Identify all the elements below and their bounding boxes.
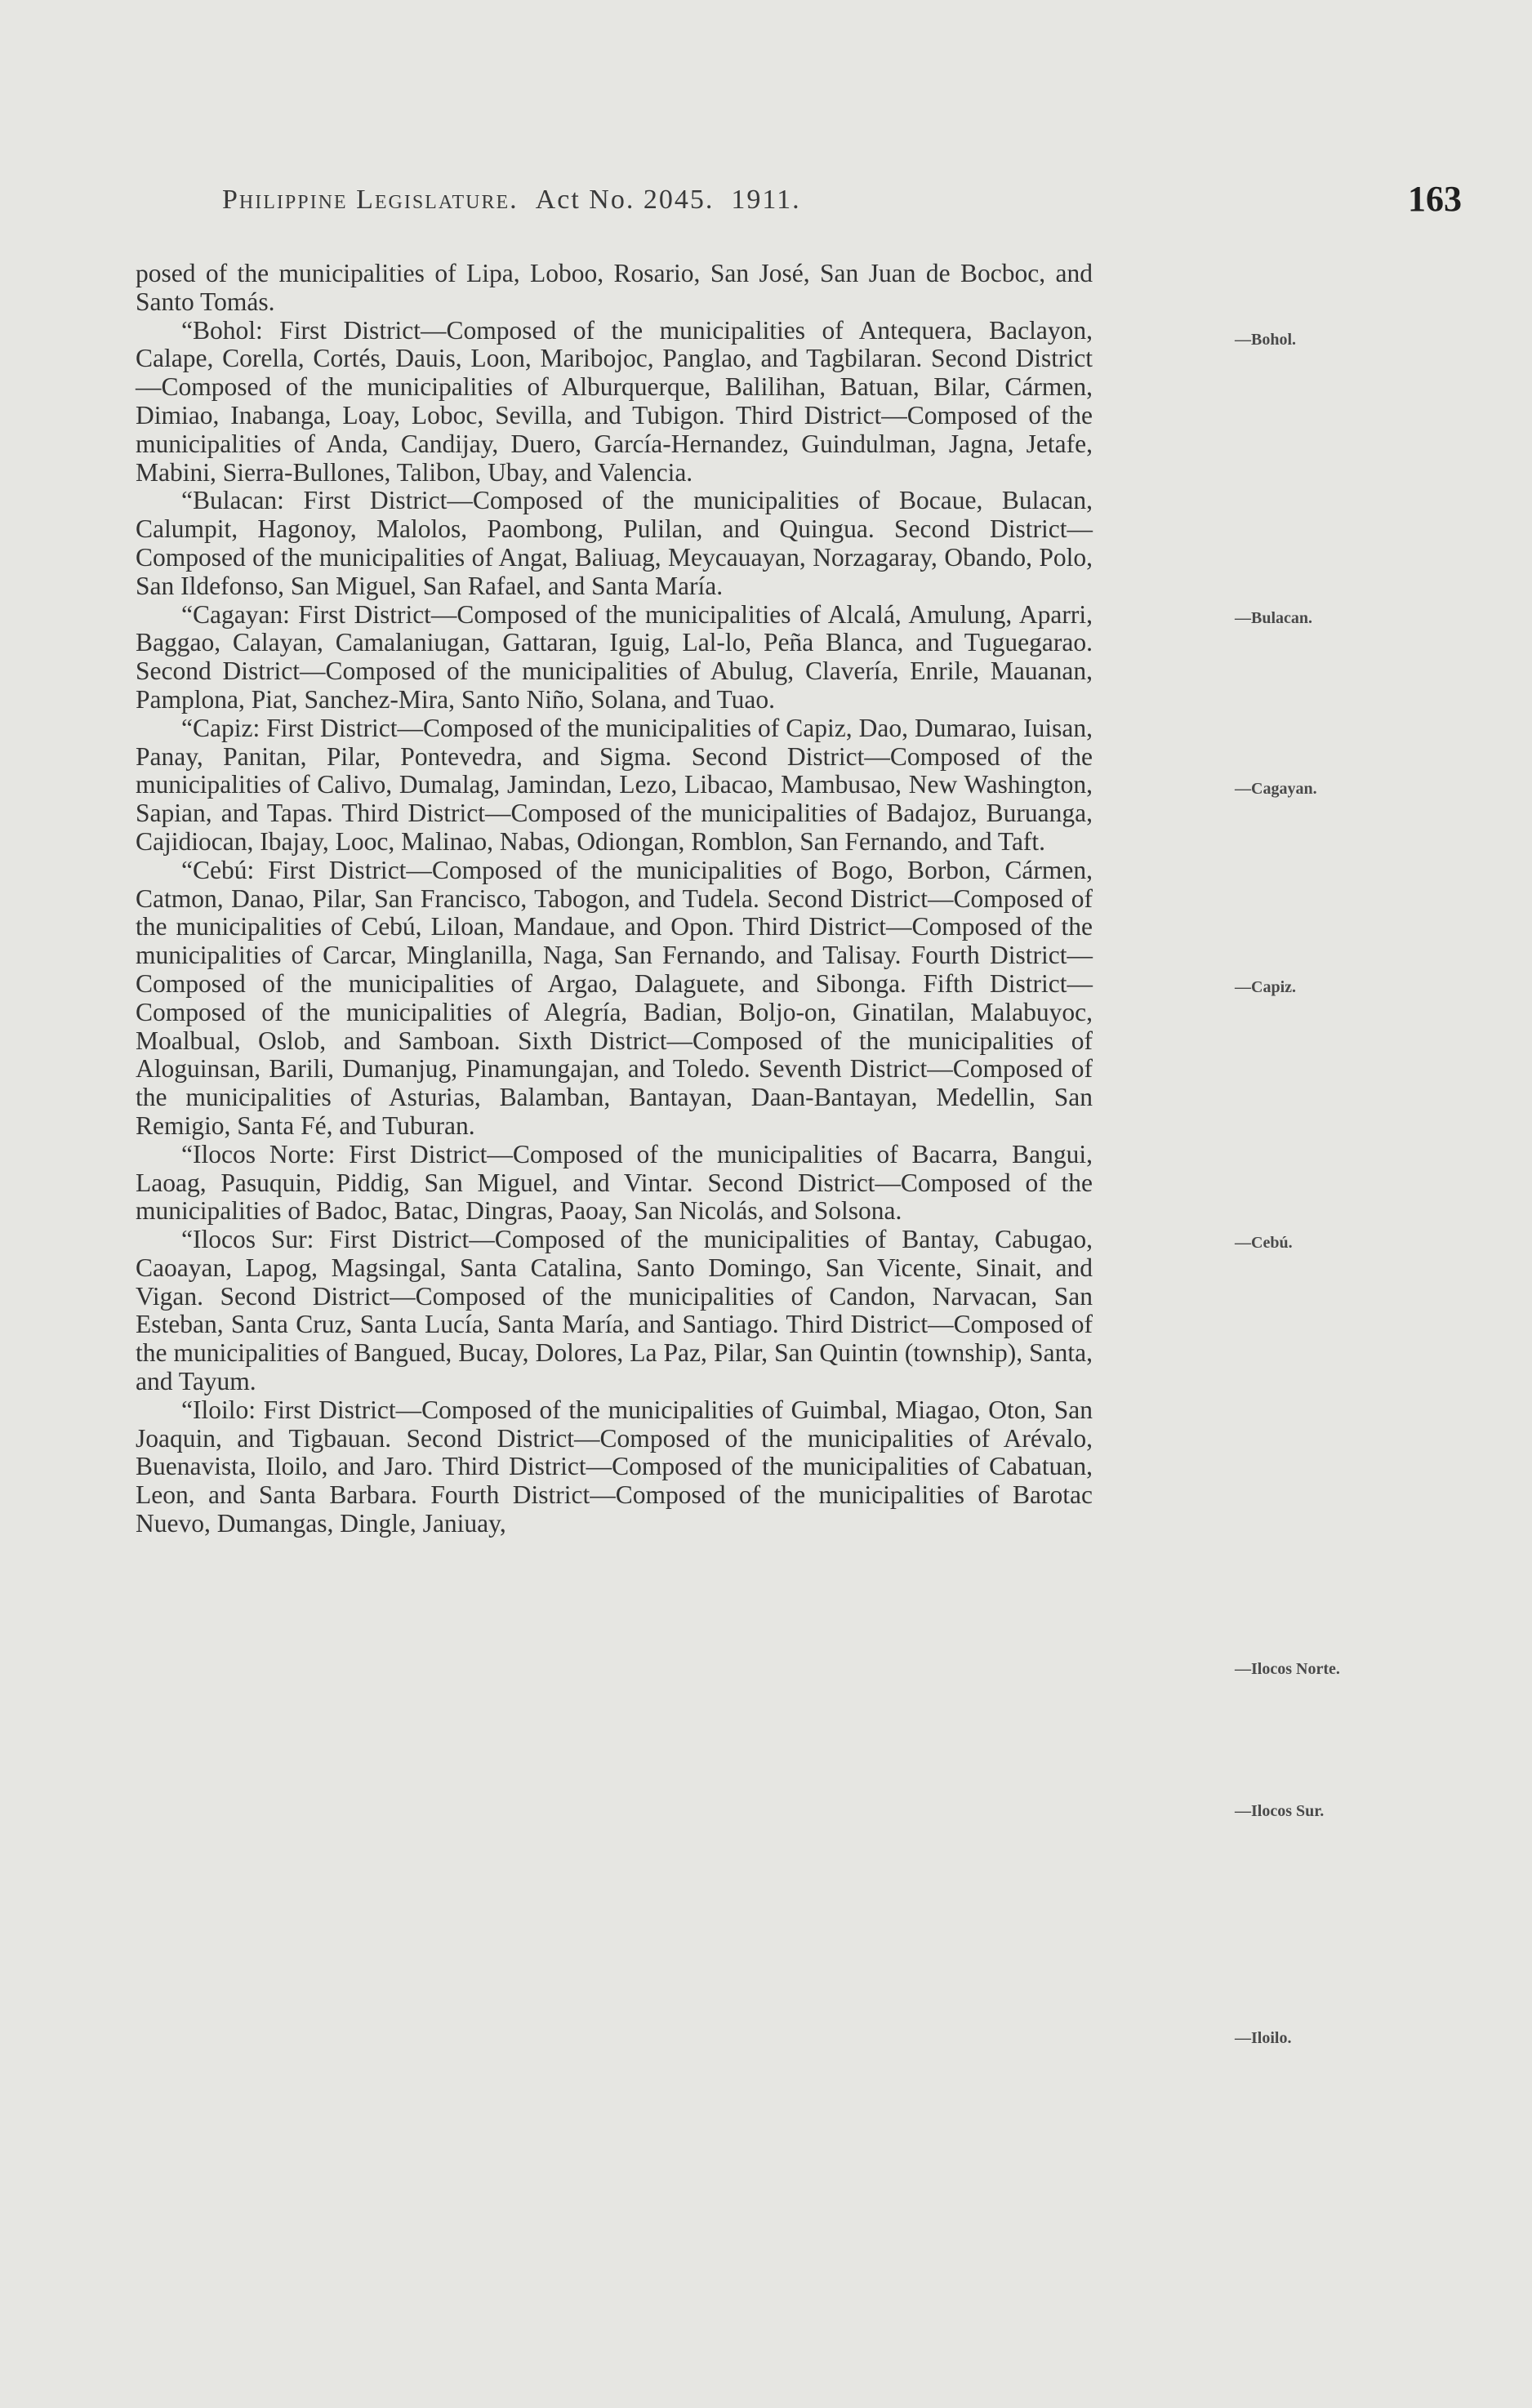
paragraph-batangas-continued: posed of the municipalities of Lipa, Loboo, Rosario, San José, San Juan de Bocboc, and Santo Tomás.	[136, 259, 1093, 316]
page-header	[222, 178, 1462, 227]
paragraph-bohol: “Bohol: First District—Composed of the municipalities of Antequera, Baclayon, Calape, Corella, Cortés, Dauis, Loon, Maribojoc, Panglao, and Tagbilaran. Second District—Composed of the municipalities of Alburquerque, Balilihan, Batuan, Bilar, Cármen, Dimiao, Inabanga, Loay, Loboc, Sevilla, and Tubigon. Third District—Composed of the municipalities of Anda, Candijay, Duero, García-Hernandez, Guindulman, Jagna, Jetafe, Mabini, Sierra-Bullones, Talibon, Ubay, and Valencia.	[136, 315, 1093, 487]
paragraph-ilocos-sur: “Ilocos Sur: First District—Composed of the municipalities of Bantay, Cabugao, Caoayan, Lapog, Magsingal, Santa Catalina, Santo Domingo, San Vicente, Sinait, and Vigan. Second District—Composed of the municipalities of Candon, Narvacan, San Esteban, Santa Cruz, Santa Lucía, Santa María, and Santiago. Third District—Composed of the municipalities of Bangued, Bucay, Dolores, La Paz, Pilar, San Quintin (township), Santa, and Tayum.	[136, 1225, 1093, 1396]
body-text	[136, 259, 1340, 2047]
page-number: 163	[1408, 179, 1462, 219]
margin-note-bohol: —Bohol.	[1235, 331, 1297, 349]
running-head-title: Philippine Legislature.	[222, 185, 519, 215]
margin-note-capiz: —Capiz.	[1235, 978, 1296, 996]
margin-note-iloilo: —Iloilo.	[1235, 2029, 1292, 2047]
margin-note-cebu: —Cebú.	[1235, 1234, 1293, 1252]
paragraph-ilocos-norte: “Ilocos Norte: First District—Composed of the municipalities of Bacarra, Bangui, Laoag, Pasuquin, Piddig, San Miguel, and Vintar. Second District—Composed of the municipalities of Badoc, Batac, Dingras, Paoay, San Nicolás, and Solsona.	[136, 1139, 1093, 1226]
running-head	[222, 185, 801, 216]
margin-note-ilocos-norte: —Ilocos Norte.	[1235, 1660, 1340, 1678]
paragraph-iloilo: “Iloilo: First District—Composed of the municipalities of Guimbal, Miagao, Oton, San Joaquin, and Tigbauan. Second District—Composed of the municipalities of Arévalo, Buenavista, Iloilo, and Jaro. Third District—Composed of the municipalities of Cabatuan, Leon, and Santa Barbara. Fourth District—Composed of the municipalities of Barotac Nuevo, Dumangas, Dingle, Janiuay,	[136, 1395, 1093, 1538]
act-year: 1911.	[731, 185, 801, 215]
paragraph-capiz: “Capiz: First District—Composed of the municipalities of Capiz, Dao, Dumarao, Iuisan, Panay, Panitan, Pilar, Pontevedra, and Sigma. Second District—Composed of the municipalities of Calivo, Dumalag, Jamindan, Lezo, Libacao, Mambusao, New Washington, Sapian, and Tapas. Third District—Composed of the municipalities of Badajoz, Buruanga, Cajidiocan, Ibajay, Looc, Malinao, Nabas, Odiongan, Romblon, San Fernando, and Taft.	[136, 713, 1093, 856]
margin-note-ilocos-sur: —Ilocos Sur.	[1235, 1802, 1325, 1820]
margin-note-bulacan: —Bulacan.	[1235, 609, 1313, 627]
paragraph-bulacan: “Bulacan: First District—Composed of the municipalities of Bocaue, Bulacan, Calumpit, Hagonoy, Malolos, Paombong, Pulilan, and Quingua. Second District—Composed of the municipalities of Angat, Baliuag, Meycauayan, Norzagaray, Obando, Polo, San Ildefonso, San Miguel, San Rafael, and Santa María.	[136, 486, 1093, 600]
paragraph-cebu: “Cebú: First District—Composed of the municipalities of Bogo, Borbon, Cármen, Catmon, Danao, Pilar, San Francisco, Tabogon, and Tudela. Second District—Composed of the municipalities of Cebú, Liloan, Mandaue, and Opon. Third District—Composed of the municipalities of Carcar, Minglanilla, Naga, San Fernando, and Talisay. Fourth District—Composed of the municipalities of Argao, Dalaguete, and Sibonga. Fifth District—Composed of the municipalities of Alegría, Badian, Boljo-on, Ginatilan, Malabuyoc, Moalbual, Oslob, and Samboan. Sixth District—Composed of the municipalities of Aloguinsan, Barili, Dumanjug, Pinamungajan, and Toledo. Seventh District—Composed of the municipalities of Asturias, Balamban, Bantayan, Daan-Bantayan, Medellin, San Remigio, Santa Fé, and Tuburan.	[136, 855, 1093, 1140]
paragraph-cagayan: “Cagayan: First District—Composed of the municipalities of Alcalá, Amulung, Aparri, Baggao, Calayan, Camalaniugan, Gattaran, Iguig, Lal-lo, Peña Blanca, and Tuguegarao. Second District—Composed of the municipalities of Abulug, Clavería, Enrile, Mauanan, Pamplona, Piat, Sanchez-Mira, Santo Niño, Solana, and Tuao.	[136, 599, 1093, 714]
act-number: Act No. 2045.	[535, 185, 715, 215]
margin-note-cagayan: —Cagayan.	[1235, 780, 1317, 798]
